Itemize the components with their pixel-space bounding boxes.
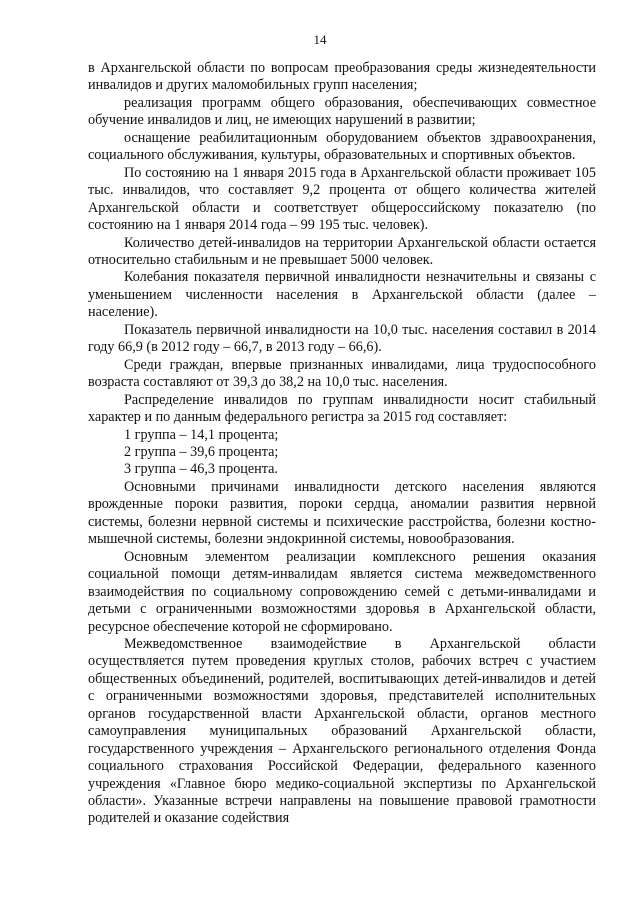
paragraph: реализация программ общего образования, обеспечивающих совместное обучение инвалидов и лиц, не имеющих нарушений в развитии; <box>88 94 596 129</box>
paragraph: По состоянию на 1 января 2015 года в Архангельской области проживает 105 тыс. инвалидов, что составляет 9,2 процента от общего количества жителей Архангельской области и соответствует общероссийскому показателю (по состоянию на 1 января 2014 года – 99 195 тыс. человек). <box>88 164 596 234</box>
paragraph: Среди граждан, впервые признанных инвалидами, лица трудоспособного возраста составляют от 39,3 до 38,2 на 10,0 тыс. населения. <box>88 356 596 391</box>
paragraph: Основными причинами инвалидности детского населения являются врожденные пороки развития, пороки сердца, аномалии развития нервной системы, болезни нервной системы и психические расстройства, болезни костно-мышечной системы, болезни эндокринной системы, новообразования. <box>88 478 596 548</box>
document-body <box>88 60 596 828</box>
list-item: 2 группа – 39,6 процента; <box>124 443 279 460</box>
list-item: 1 группа – 14,1 процента; <box>124 426 279 443</box>
paragraph: Колебания показателя первичной инвалидности незначительны и связаны с уменьшением численности населения в Архангельской области (далее – население). <box>88 269 596 321</box>
paragraph: Основным элементом реализации комплексного решения оказания социальной помощи детям-инвалидам является система межведомственного взаимодействия по социальному сопровождению семей с детьми-инвалидами и детьми с ограниченными возможностями здоровья в Архангельской области, ресурсное обеспечение которой не сформировано. <box>88 548 596 635</box>
paragraph: Распределение инвалидов по группам инвалидности носит стабильный характер и по данным федерального регистра за 2015 год составляет: <box>88 391 596 426</box>
paragraph: Показатель первичной инвалидности на 10,0 тыс. населения составил в 2014 году 66,9 (в 2012 году – 66,7, в 2013 году – 66,6). <box>88 321 596 356</box>
paragraph: Количество детей-инвалидов на территории Архангельской области остается относительно стабильным и не превышает 5000 человек. <box>88 234 596 268</box>
paragraph: Межведомственное взаимодействие в Архангельской области осуществляется путем проведения круглых столов, рабочих встреч с участием общественных объединений, родителей, воспитывающих детей-инвалидов и детей с ограниченными возможностями здоровья, представителей исполнительных органов государственной власти Архангельской области, органов местного самоуправления муниципальных образований Архангельской области, государственного учреждения – Архангельского регионального отделения Фонда социального страхования Российской Федерации, федерального казенного учреждения «Главное бюро медико-социальной экспертизы по Архангельской области». Указанные встречи направлены на повышение правовой грамотности родителей и оказание содействия <box>88 635 596 827</box>
list-item: 3 группа – 46,3 процента. <box>124 461 278 478</box>
paragraph: оснащение реабилитационным оборудованием объектов здравоохранения, социального обслуживания, культуры, образовательных и спортивных объектов. <box>88 129 596 164</box>
page-number: 14 <box>313 32 327 47</box>
paragraph: в Архангельской области по вопросам преобразования среды жизнедеятельности инвалидов и других маломобильных групп населения; <box>88 60 596 94</box>
